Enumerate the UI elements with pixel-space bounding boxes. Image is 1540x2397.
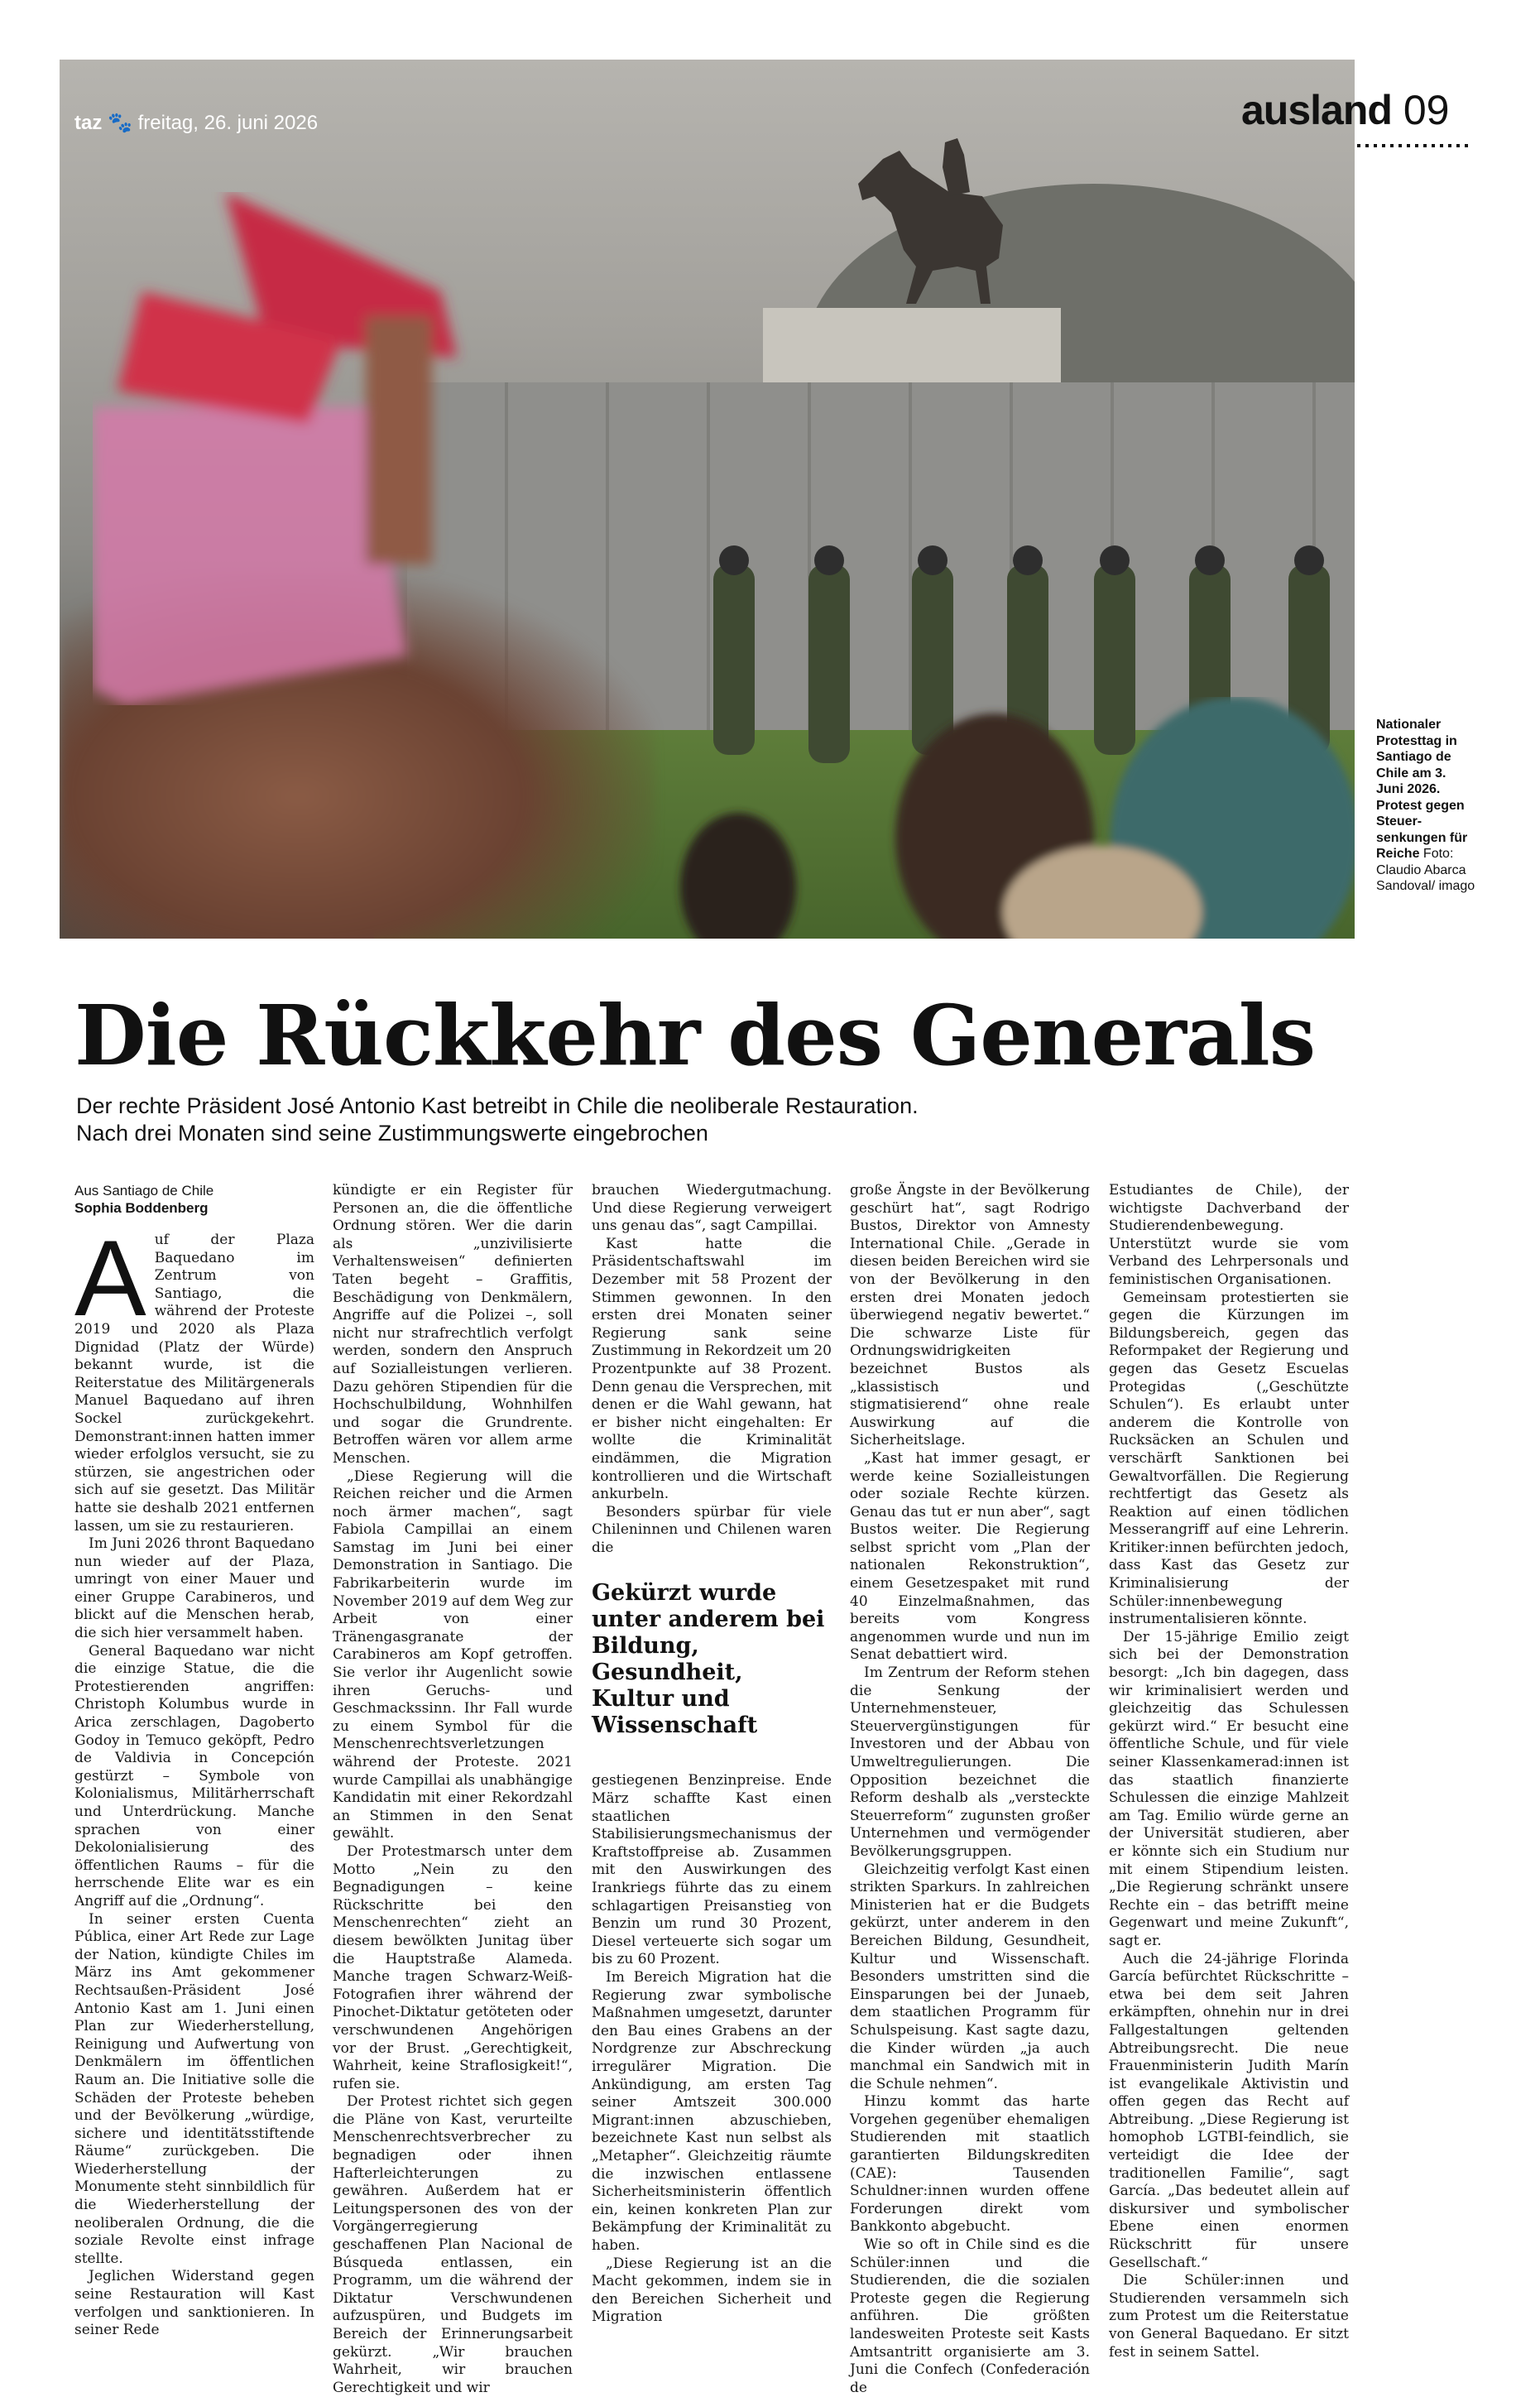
article-paragraph: große Ängste in der Bevölkerung geschürt hat“, sagt Rodrigo Bustos, Direktor von Amnesty International Chile. „Gerade in diesen beiden Bereichen wird sie von der Bevölkerung in den ersten drei Monaten jedoch überwiegend negativ bewertet.“ Die schwarze Liste für Ordnungswidrigkeiten bezeichnet Bustos als „klassistisch und stigmatisierend“ ohne reale Auswirkung auf die Sicherheitslage. [850, 1182, 1090, 1449]
article-column-2 [333, 1182, 573, 2397]
article-paragraph: „Diese Regierung will die Reichen reicher und die Armen noch ärmer machen“, sagt Fabiola Campillai an einem Samstag im Juni bei einer Demonstration in Santiago. Die Fabrikarbeiterin wurde im November 2019 auf dem Weg zur Arbeit von einer Tränengasgranate der Carabineros am Kopf getroffen. Sie verlor ihr Augenlicht sowie ihren Geruchs- und Geschmackssinn. Ihr Fall wurde zu einem Symbol für die Menschenrechtsverletzungen während der Proteste. 2021 wurde Campillai als unabhängige Kandidatin mit einer Rekordzahl an Stimmen in den Senat gewählt. [333, 1468, 573, 1842]
article-paragraph: kündigte er ein Register für Personen an, die die öffentliche Ordnung stören. Wer die darin als „unzivilisierte Verhaltensweisen“ definierten Taten begeht – Graffitis, Beschädigung von Denkmälern, Angriffe auf die Polizei –, soll nicht nur strafrechtlich verfolgt werden, sondern den Anspruch auf Sozialleistungen verlieren. Dazu gehören Stipendien für die Hochschulbildung, Wohnhilfen und sogar die Grundrente. Betroffen wären vor allem arme Menschen. [333, 1182, 573, 1467]
article-paragraph: Im Juni 2026 thront Baquedano nun wieder auf der Plaza, umringt von einer Mauer und einer Gruppe Carabineros, und blickt auf die Menschen herab, die sich hier versammelt haben. [74, 1535, 314, 1642]
author: Sophia Boddenberg [74, 1200, 209, 1216]
page-number: 09 [1403, 87, 1450, 133]
subline-line-1: Der rechte Präsident José Antonio Kast betreibt in Chile die neoliberale Restauration. [76, 1093, 919, 1118]
photo-crowd [639, 697, 1355, 939]
dropcap: A [74, 1218, 146, 1338]
paw-icon: 🐾 [108, 112, 132, 134]
article-paragraph: Jeglichen Widerstand gegen seine Restauration will Kast verfolgen und sanktionieren. In seiner Rede [74, 2268, 314, 2339]
article-column-3 [592, 1182, 832, 2327]
ressort-dotted-rule [1357, 144, 1473, 147]
article-paragraph: Gleichzeitig verfolgt Kast einen strikten Sparkurs. In zahlreichen Ministerien hat er die Budgets gekürzt, unter anderem in den Bereichen Bildung, Gesundheit, Kultur und Wissenschaft. Besonders umstritten sind die Einsparungen bei der Junaeb, dem staatlichen Programm für Schulspeisung. Kast sagte dazu, die Kinder würden „ja auch manchmal ein Sandwich mit in die Schule nehmen“. [850, 1861, 1090, 2092]
subline [76, 1093, 1317, 1147]
article-paragraph: „Diese Regierung ist an die Macht gekommen, indem sie in den Bereichen Sicherheit und Migration [592, 2255, 832, 2326]
lead-photo [60, 60, 1355, 939]
dateline: Aus Santiago de Chile [74, 1183, 214, 1198]
subline-line-2: Nach drei Monaten sind seine Zustimmungswerte eingebrochen [76, 1121, 708, 1146]
article-paragraph: Estudiantes de Chile), der wichtigste Dachverband der Studierendenbewegung. Unterstützt wurde sie vom Verband des Lehrpersonals und feministischen Organisationen. [1109, 1182, 1349, 1288]
article-paragraph: Hinzu kommt das harte Vorgehen gegenüber ehemaligen Studierenden mit staatlich garantierten Bildungskrediten (CAE): Tausenden Schuldner:innen wurden offene Forderungen direkt vom Bankkonto abgebucht. [850, 2093, 1090, 2236]
pullquote: Gekürzt wurde unter anderem bei Bildung, Gesundheit, Kultur und Wissenschaft [592, 1580, 825, 1739]
article-paragraph: Auch die 24-jährige Florinda García befürchtet Rückschritte – etwa bei dem seit Jahren erkämpften, ohnehin nur in drei Fallgestaltungen geltenden Abtreibungsrecht. Die neue Frauenministerin Judith Marín ist evangelikale Aktivistin und offen gegen das Recht auf Abtreibung. „Diese Regierung ist homophob LGTBI-feindlich, sie verteidigt die Idee der traditionellen Familie“, sagt García. „Das bedeutet allein auf diskursiver und symbolischer Ebene einen enormen Rückschritt für unsere Gesellschaft.“ [1109, 1950, 1349, 2271]
article-paragraph: Kast hatte die Präsidentschaftswahl im Dezember mit 58 Prozent der Stimmen gewonnen. In den ersten drei Monaten seiner Regierung sank seine Zustimmung in Rekordzeit um 20 Prozentpunkte auf 38 Prozent. Denn genau die Versprechen, mit denen er die Wahl gewann, hat er bisher nicht eingehalten: Er wollte die Kriminalität eindämmen, die Migration kontrollieren und die Wirtschaft ankurbeln. [592, 1235, 832, 1503]
caption-text: Nationaler Protesttag in Santiago de Chile am 3. Juni 2026. Protest gegen Steuersenkungen für Reiche [1376, 718, 1468, 861]
headline: Die Rückkehr des Generals [74, 987, 1316, 1084]
photo-caption [1376, 717, 1475, 895]
article-paragraph: Die Schüler:innen und Studierenden versammeln sich zum Protest um die Reiterstatue von General Baquedano. Er sitzt fest in seinem Sattel. [1109, 2272, 1349, 2361]
photo-blurred-protest-sign [93, 192, 523, 705]
article-paragraph: Der 15-jährige Emilio zeigt sich bei der Demonstration besorgt: „Ich bin dagegen, dass wir kriminalisiert werden und gleichzeitig das Schulessen gekürzt wird.“ Er besucht eine öffentliche Schule, und für viele seiner Klassenkamerad:innen ist das staatlich finanzierte Schulessen die einzige Mahlzeit am Tag. Emilio würde gerne an der Universität studieren, aber er könnte sich ein Studium nur mit einem Stipendium leisten. „Die Regierung schränkt unsere Rechte ein – das betrifft meine Gegenwart und meine Zukunft“, sagt er. [1109, 1628, 1349, 1949]
article-column-5 [1109, 1182, 1349, 2361]
article-paragraph: brauchen Wiedergutmachung. Und diese Regierung verweigert uns genau das“, sagt Campillai. [592, 1182, 832, 1235]
issue-date: freitag, 26. juni 2026 [137, 112, 319, 134]
photo-credit: Foto: Claudio Abarca Sandoval/ imago [1376, 847, 1475, 893]
ressort-header [1241, 86, 1449, 134]
masthead [74, 111, 318, 135]
article-paragraph: Im Bereich Migration hat die Regierung zwar symbolische Maßnahmen umgesetzt, darunter den Bau eines Grabens an der Nordgrenze zur Abschreckung irregulärer Migration. Die Ankündigung, am ersten Tag seiner Amtszeit 300.000 Migrant:innen abzuschieben, bezeichnete Kast nun selbst als „Metapher“. Gleichzeitig räumte die inzwischen entlassene Sicherheitsministerin öffentlich ein, keinen konkreten Plan zur Bekämpfung der Kriminalität zu haben. [592, 1969, 832, 2254]
taz-brand: taz [74, 112, 103, 134]
article-paragraph: Der Protest richtet sich gegen die Pläne von Kast, verurteilte Menschenrechtsverbrecher zu begnadigen oder ihnen Hafterleichterungen zu gewähren. Außerdem hat er Leitungspersonen des von der Vorgängerregierung geschaffenen Plan Nacional de Búsqueda entlassen, ein Programm, um die während der Diktatur Verschwundenen aufzuspüren, und Budgets im Bereich der Erinnerungsarbeit gekürzt. „Wir brauchen Wahrheit, wir brauchen Gerechtigkeit und wir [333, 2093, 573, 2396]
article-paragraph: Im Zentrum der Reform stehen die Senkung der Unternehmensteuer, Steuervergünstigungen für Investoren und der Abbau von Umweltregulierungen. Die Opposition bezeichnet die Reform deshalb als „versteckte Steuerreform“ zugunsten großer Unternehmen und vermögender Bevölkerungsgruppen. [850, 1664, 1090, 1860]
article-paragraph: „Kast hat immer gesagt, er werde keine Sozialleistungen oder soziale Rechte kürzen. Genau das tut er nun aber“, sagt Bustos weiter. Die Regierung selbst spricht vom „Plan der nationalen Rekonstruktion“, einem Gesetzespaket mit rund 40 Einzelmaßnahmen, das bereits vom Kongress angenommen wurde und nun im Senat debattiert wird. [850, 1449, 1090, 1664]
article-paragraph: Wie so oft in Chile sind es die Schüler:innen und die Studierenden, die die sozialen Proteste gegen die Regierung anführen. Die größten landesweiten Proteste seit Kasts Amtsantritt organisierte am 3. Juni die Confech (Confederación de [850, 2236, 1090, 2396]
photo-equestrian-statue [833, 134, 1024, 308]
article-paragraph: Gemeinsam protestierten sie gegen die Kürzungen im Bildungsbereich, gegen das Reformpaket der Regierung und gegen das Gesetz Escuelas Protegidas („Geschützte Schulen“). Es erlaubt unter anderem die Kontrolle von Rucksäcken an Schulen und verschärft Sanktionen bei Gewaltvorfällen. Die Regierung rechtfertigt das Gesetz als Reaktion auf einen tödlichen Messerangriff auf eine Lehrerin. Kritiker:innen befürchten jedoch, dass Kast das Gesetz zur Kriminalisierung der Schüler:innenbewegung instrumentalisieren könnte. [1109, 1289, 1349, 1628]
article-column-4 [850, 1182, 1090, 2397]
article-paragraph: In seiner ersten Cuenta Pública, einer Art Rede zur Lage der Nation, kündigte Chiles im März ins Amt gekommener Rechtsaußen-Präsident José Antonio Kast am 1. Juni einen Plan zur Wiederherstellung, Reinigung und Aufwertung von Denkmälern im öffentlichen Raum an. Die Initiative solle die Schäden der Proteste beheben und der Bevölkerung „würdige, sichere und identitätsstiftende Räume“ zurückgeben. Die Wiederherstellung der Monumente steht sinnbildlich für die Wiederherstellung der neoliberalen Ordnung, die die soziale Revolte einst infrage stellte. [74, 1910, 314, 2267]
article-paragraph: General Baquedano war nicht die einzige Statue, die die Protestierenden angriffen: Christoph Kolumbus wurde in Arica zerschlagen, Dagoberto Godoy in Temuco geköpft, Pedro de Valdivia in Concepción gestürzt – Symbole von Kolonialismus, Militärherrschaft und Unterdrückung. Manche sprachen von einer Dekolonialisierung des öffentlichen Raums – für die herrschende Elite war es ein Angriff auf die „Ordnung“. [74, 1642, 314, 1909]
article-paragraph: gestiegenen Benzinpreise. Ende März schaffte Kast einen staatlichen Stabilisierungsmechanismus der Kraftstoffpreise ab. Zusammen mit den Auswirkungen des Irankriegs führte das zu einem schlagartigen Preisanstieg von Benzin um rund 30 Prozent, Diesel verteuerte sich sogar um bis zu 60 Prozent. [592, 1772, 832, 1968]
article-paragraph: Auf der Plaza Baquedano im Zentrum von Santiago, die während der Proteste 2019 und 2020 als Plaza Dignidad (Platz der Würde) bekannt wurde, ist die Reiterstatue des Militärgenerals Manuel Baquedano auf ihren Sockel zurückgekehrt. Demonstrant:innen hatten immer wieder erfolglos versucht, sie zu stürzen, sie angestrichen oder sich auf sie gesetzt. Das Militär hatte sie deshalb 2021 entfernen lassen, um sie zu restaurieren. [74, 1218, 314, 1535]
ressort-name: ausland [1241, 87, 1392, 133]
article-column-1 [74, 1182, 314, 2340]
article-paragraph: Der Protestmarsch unter dem Motto „Nein zu den Begnadigungen – keine Rückschritte bei den Menschenrechten“ zieht an diesem bewölkten Junitag über die Hauptstraße Alameda. Manche tragen Schwarz-Weiß-Fotografien ihrer während der Pinochet-Diktatur getöteten oder verschwundenen Angehörigen vor der Brust. „Gerechtigkeit, Wahrheit, keine Straflosigkeit!“, rufen sie. [333, 1842, 573, 2092]
article-paragraph: Besonders spürbar für viele Chileninnen und Chilenen waren die [592, 1503, 832, 1556]
